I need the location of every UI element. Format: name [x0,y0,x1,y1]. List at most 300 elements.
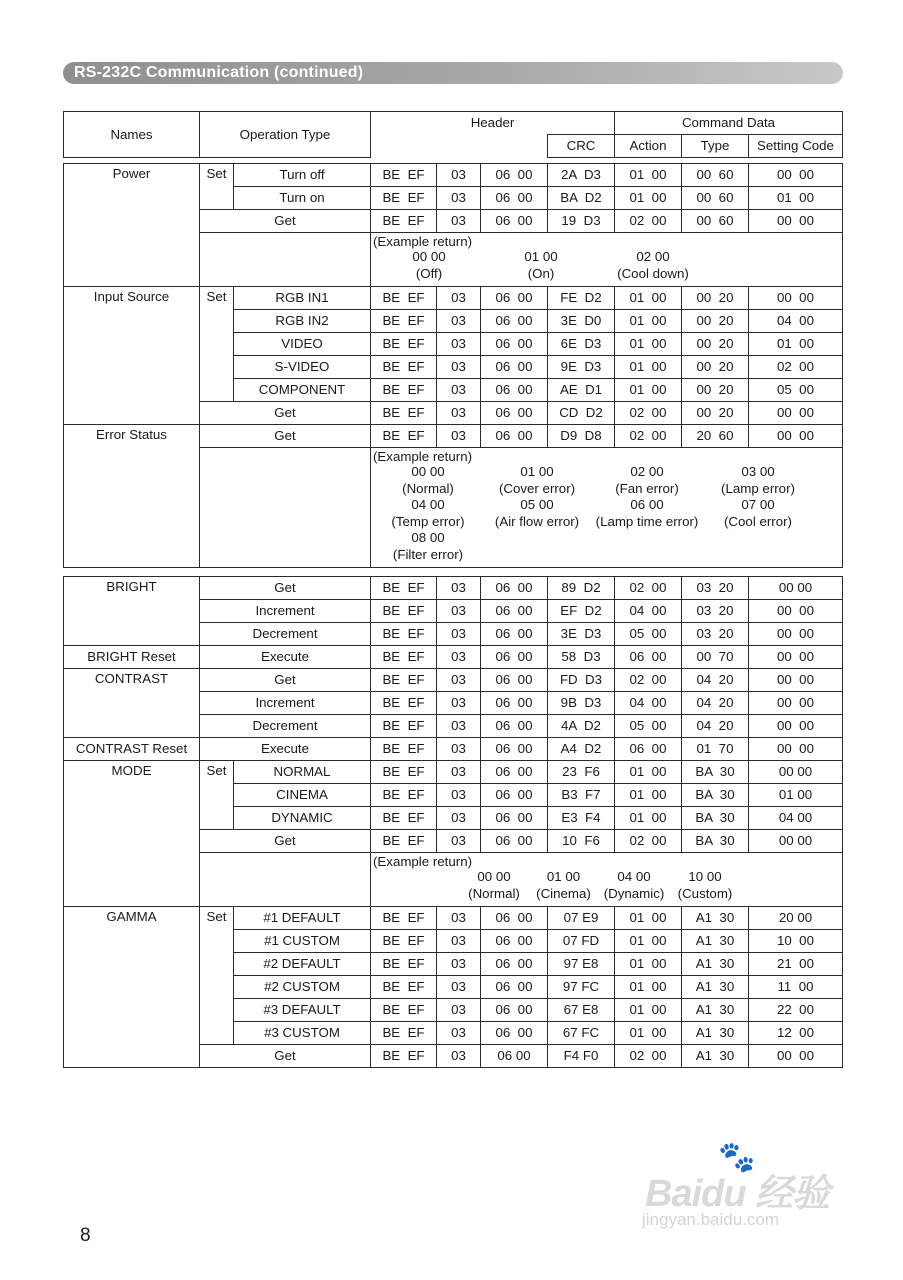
header-cell: 03 [437,976,481,999]
operation-cell: #2 DEFAULT [234,953,371,976]
header-cell: 06 00 [481,425,548,448]
operation-cell: COMPONENT [234,379,371,402]
example-return-error-status [371,448,843,568]
example-code: 02 00 [636,249,670,264]
setting-code-cell: 01 00 [749,333,843,356]
example-desc: (Lamp time error) [595,513,699,529]
header-cell: 03 [437,953,481,976]
table-row [64,907,843,930]
header-cell: 03 [437,692,481,715]
type-cell: A1 30 [682,907,749,930]
example-code: 07 00 [741,497,775,512]
header-cell: 03 [437,830,481,853]
setting-code-cell: 00 00 [749,623,843,646]
crc-cell: AE D1 [548,379,615,402]
crc-cell: 3E D3 [548,623,615,646]
type-cell: A1 30 [682,953,749,976]
action-cell: 02 00 [615,669,682,692]
action-cell: 01 00 [615,807,682,830]
crc-cell: 67 E8 [548,999,615,1022]
operation-cell: #2 CUSTOM [234,976,371,999]
type-cell: 03 20 [682,600,749,623]
operation-cell: Increment [200,692,371,715]
setting-code-cell: 00 00 [749,715,843,738]
example-code: 05 00 [520,497,554,512]
header-cell: 03 [437,623,481,646]
table-row [64,425,843,448]
operation-cell: Get [200,1045,371,1068]
example-desc: (Cinema) [536,885,591,901]
table-row [64,577,843,600]
operation-cell: Execute [200,646,371,669]
header-cell: BE EF [371,333,437,356]
operation-cell: RGB IN2 [234,310,371,333]
header-cell: BE EF [371,930,437,953]
crc-cell: 07 E9 [548,907,615,930]
header-cell: 03 [437,1045,481,1068]
crc-cell: 9E D3 [548,356,615,379]
action-cell: 01 00 [615,976,682,999]
action-cell: 01 00 [615,164,682,187]
action-cell: 01 00 [615,333,682,356]
type-cell: 00 60 [682,164,749,187]
watermark-brand: Baidu 经验 [645,1173,830,1215]
operation-cell: Get [200,402,371,425]
example-code: 04 00 [411,497,445,512]
example-code: 03 00 [741,464,775,479]
header-cell: 03 [437,356,481,379]
set-label: Set [200,287,234,402]
type-cell: A1 30 [682,1045,749,1068]
col-crc: CRC [548,135,615,158]
example-desc: (Normal) [402,480,454,496]
header-cell: 06 00 [481,807,548,830]
example-code: 02 00 [630,464,664,479]
setting-code-cell: 00 00 [749,830,843,853]
operation-cell: Decrement [200,623,371,646]
header-cell: 06 00 [481,784,548,807]
header-cell: 03 [437,187,481,210]
setting-code-cell: 00 00 [749,600,843,623]
action-cell: 05 00 [615,715,682,738]
action-cell: 06 00 [615,646,682,669]
header-cell: 03 [437,930,481,953]
type-cell: 00 20 [682,402,749,425]
header-cell: 03 [437,402,481,425]
action-cell: 01 00 [615,761,682,784]
setting-code-cell: 00 00 [749,577,843,600]
action-cell: 01 00 [615,187,682,210]
header-cell: BE EF [371,287,437,310]
setting-code-cell: 02 00 [749,356,843,379]
col-type: Type [682,135,749,158]
type-cell: BA 30 [682,784,749,807]
crc-cell: FD D3 [548,669,615,692]
example-desc: (On) [527,265,555,281]
crc-cell: 9B D3 [548,692,615,715]
header-cell: 06 00 [481,164,548,187]
table-row [64,738,843,761]
crc-cell: 97 E8 [548,953,615,976]
header-cell: 03 [437,907,481,930]
header-cell: 03 [437,164,481,187]
example-label: (Example return) [373,234,473,249]
watermark-logo [640,1140,840,1240]
setting-code-cell: 00 00 [749,425,843,448]
operation-cell: Get [200,669,371,692]
crc-cell: 97 FC [548,976,615,999]
crc-cell: 3E D0 [548,310,615,333]
header-cell: BE EF [371,356,437,379]
page-number: 8 [80,1225,91,1246]
row-name-bright-reset: BRIGHT Reset [64,646,200,669]
example-code: 10 00 [688,869,722,884]
watermark-url: jingyan.baidu.com [642,1210,780,1229]
example-desc: (Custom) [677,885,733,901]
setting-code-cell: 00 00 [749,738,843,761]
header-cell: BE EF [371,310,437,333]
header-cell: 03 [437,577,481,600]
header-cell: 06 00 [481,669,548,692]
type-cell: 00 20 [682,356,749,379]
table-row [64,761,843,784]
action-cell: 01 00 [615,953,682,976]
command-table-2 [63,576,843,1068]
type-cell: 00 20 [682,310,749,333]
example-desc: (Cool error) [724,513,792,529]
table-row [64,164,843,187]
operation-cell: CINEMA [234,784,371,807]
operation-cell: RGB IN1 [234,287,371,310]
header-cell: BE EF [371,692,437,715]
row-name-contrast-reset: CONTRAST Reset [64,738,200,761]
crc-cell: 58 D3 [548,646,615,669]
operation-cell: #1 CUSTOM [234,930,371,953]
header-cell: 06 00 [481,1045,548,1068]
header-cell: BE EF [371,1045,437,1068]
header-cell: 06 00 [481,738,548,761]
setting-code-cell: 00 00 [749,692,843,715]
header-cell: 06 00 [481,600,548,623]
header-cell: 06 00 [481,692,548,715]
header-cell: 03 [437,715,481,738]
type-cell: 00 20 [682,287,749,310]
header-cell: BE EF [371,953,437,976]
crc-cell: 6E D3 [548,333,615,356]
crc-cell: B3 F7 [548,784,615,807]
type-cell: 04 20 [682,715,749,738]
example-code: 06 00 [630,497,664,512]
example-code: 01 00 [546,869,581,884]
example-code: 01 00 [524,249,558,264]
setting-code-cell: 01 00 [749,784,843,807]
header-cell: 06 00 [481,953,548,976]
row-name-bright: BRIGHT [64,577,200,646]
action-cell: 01 00 [615,784,682,807]
type-cell: 01 70 [682,738,749,761]
header-cell: 06 00 [481,310,548,333]
crc-cell: 67 FC [548,1022,615,1045]
setting-code-cell: 11 00 [749,976,843,999]
setting-code-cell: 12 00 [749,1022,843,1045]
type-cell: 00 60 [682,210,749,233]
col-command-data: Command Data [615,112,843,135]
header-cell: BE EF [371,187,437,210]
operation-cell: Get [200,830,371,853]
action-cell: 04 00 [615,692,682,715]
setting-code-cell: 20 00 [749,907,843,930]
header-cell: BE EF [371,577,437,600]
type-cell: 00 20 [682,333,749,356]
row-name-error-status: Error Status [64,425,200,568]
col-operation-type: Operation Type [200,112,371,158]
type-cell: 00 20 [682,379,749,402]
operation-cell: VIDEO [234,333,371,356]
col-action: Action [615,135,682,158]
example-code: 00 00 [477,869,511,884]
example-code: 00 00 [412,249,446,264]
header-cell: BE EF [371,715,437,738]
action-cell: 02 00 [615,402,682,425]
action-cell: 01 00 [615,999,682,1022]
header-cell: 06 00 [481,623,548,646]
header-cell: BE EF [371,738,437,761]
crc-cell: EF D2 [548,600,615,623]
header-cell: BE EF [371,379,437,402]
operation-cell: #1 DEFAULT [234,907,371,930]
example-code: 08 00 [411,530,445,545]
header-cell: BE EF [371,1022,437,1045]
setting-code-cell: 00 00 [749,402,843,425]
type-cell: A1 30 [682,1022,749,1045]
header-cell: 03 [437,425,481,448]
action-cell: 02 00 [615,830,682,853]
operation-cell: Increment [200,600,371,623]
header-cell: 06 00 [481,715,548,738]
crc-cell: 4A D2 [548,715,615,738]
crc-cell: BA D2 [548,187,615,210]
header-cell: BE EF [371,830,437,853]
example-label: (Example return) [373,854,473,869]
crc-cell: 89 D2 [548,577,615,600]
header-cell: BE EF [371,999,437,1022]
header-cell: BE EF [371,669,437,692]
header-cell: 03 [437,669,481,692]
action-cell: 01 00 [615,287,682,310]
example-code: 00 00 [411,464,445,479]
header-cell: 03 [437,1022,481,1045]
type-cell: BA 30 [682,761,749,784]
row-name-gamma: GAMMA [64,907,200,1068]
operation-cell: NORMAL [234,761,371,784]
setting-code-cell: 21 00 [749,953,843,976]
header-cell: BE EF [371,600,437,623]
set-label: Set [200,907,234,1045]
operation-cell: Execute [200,738,371,761]
header-cell: 03 [437,784,481,807]
header-cell: BE EF [371,164,437,187]
operation-cell: Turn on [234,187,371,210]
action-cell: 06 00 [615,738,682,761]
crc-cell: 19 D3 [548,210,615,233]
type-cell: 04 20 [682,692,749,715]
header-cell: BE EF [371,784,437,807]
example-code: 01 00 [520,464,554,479]
setting-code-cell: 10 00 [749,930,843,953]
setting-code-cell: 00 00 [749,646,843,669]
action-cell: 01 00 [615,930,682,953]
example-desc: (Cool down) [617,265,689,281]
example-desc: (Dynamic) [603,885,665,901]
header-cell: 03 [437,310,481,333]
table-row [64,669,843,692]
header-cell: 03 [437,646,481,669]
action-cell: 05 00 [615,623,682,646]
col-setting-code: Setting Code [749,135,843,158]
type-cell: A1 30 [682,930,749,953]
type-cell: 04 20 [682,669,749,692]
crc-cell: E3 F4 [548,807,615,830]
section-title-banner [63,62,843,84]
setting-code-cell: 05 00 [749,379,843,402]
header-cell: 03 [437,210,481,233]
header-cell: 06 00 [481,930,548,953]
operation-cell: S-VIDEO [234,356,371,379]
crc-cell: FE D2 [548,287,615,310]
row-name-power: Power [64,164,200,287]
example-return-mode [371,853,843,907]
crc-cell: D9 D8 [548,425,615,448]
type-cell: BA 30 [682,830,749,853]
header-cell: 06 00 [481,287,548,310]
row-name-mode: MODE [64,761,200,907]
type-cell: BA 30 [682,807,749,830]
header-cell: 06 00 [481,379,548,402]
row-name-contrast: CONTRAST [64,669,200,738]
example-desc: (Fan error) [615,480,679,496]
operation-cell: Get [200,577,371,600]
header-cell: 06 00 [481,1022,548,1045]
example-desc: (Temp error) [391,513,465,529]
type-cell: 00 60 [682,187,749,210]
paw-icon: 🐾 [718,1141,756,1174]
operation-cell: Get [200,425,371,448]
operation-cell: DYNAMIC [234,807,371,830]
setting-code-cell: 00 00 [749,761,843,784]
example-desc: (Normal) [468,885,520,901]
header-cell: 03 [437,999,481,1022]
command-table-header [63,111,843,158]
crc-cell: F4 F0 [548,1045,615,1068]
header-cell: 06 00 [481,356,548,379]
example-desc: (Lamp error) [721,480,795,496]
action-cell: 02 00 [615,210,682,233]
row-name-input-source: Input Source [64,287,200,425]
setting-code-cell: 00 00 [749,287,843,310]
header-cell: 03 [437,738,481,761]
crc-cell: 10 F6 [548,830,615,853]
action-cell: 01 00 [615,907,682,930]
header-cell: 03 [437,287,481,310]
header-cell: 06 00 [481,976,548,999]
header-cell: 03 [437,761,481,784]
header-cell: 06 00 [481,999,548,1022]
type-cell: A1 30 [682,976,749,999]
table-row [64,287,843,310]
crc-cell: A4 D2 [548,738,615,761]
header-cell: 03 [437,600,481,623]
type-cell: 03 20 [682,623,749,646]
operation-cell: Turn off [234,164,371,187]
example-return-power [371,233,843,287]
crc-cell: 07 FD [548,930,615,953]
header-cell: 03 [437,807,481,830]
setting-code-cell: 04 00 [749,310,843,333]
col-names: Names [64,112,200,158]
action-cell: 02 00 [615,425,682,448]
header-cell: BE EF [371,623,437,646]
set-label: Set [200,761,234,830]
action-cell: 01 00 [615,1022,682,1045]
example-desc: (Air flow error) [494,513,580,529]
header-cell: 06 00 [481,761,548,784]
type-cell: 20 60 [682,425,749,448]
operation-cell: Decrement [200,715,371,738]
crc-cell: 2A D3 [548,164,615,187]
header-cell: 06 00 [481,577,548,600]
type-cell: 00 70 [682,646,749,669]
setting-code-cell: 04 00 [749,807,843,830]
setting-code-cell: 22 00 [749,999,843,1022]
action-cell: 02 00 [615,577,682,600]
header-cell: BE EF [371,425,437,448]
example-desc: (Cover error) [498,480,576,496]
header-cell: BE EF [371,402,437,425]
example-desc: (Off) [415,265,443,281]
setting-code-cell: 01 00 [749,187,843,210]
example-desc: (Filter error) [392,546,464,562]
type-cell: A1 30 [682,999,749,1022]
header-cell: BE EF [371,976,437,999]
setting-code-cell: 00 00 [749,210,843,233]
header-cell: 06 00 [481,210,548,233]
set-label: Set [200,164,234,210]
col-header: Header [371,112,615,135]
header-cell: 06 00 [481,907,548,930]
header-cell: 06 00 [481,333,548,356]
header-cell: 03 [437,379,481,402]
header-cell: BE EF [371,907,437,930]
setting-code-cell: 00 00 [749,1045,843,1068]
setting-code-cell: 00 00 [749,164,843,187]
header-cell: BE EF [371,646,437,669]
action-cell: 04 00 [615,600,682,623]
section-title: RS-232C Communication (continued) [74,64,364,81]
header-cell: 06 00 [481,646,548,669]
header-cell: 06 00 [481,402,548,425]
operation-cell: Get [200,210,371,233]
example-code: 04 00 [617,869,651,884]
command-table-1 [63,163,843,568]
header-cell: 06 00 [481,187,548,210]
setting-code-cell: 00 00 [749,669,843,692]
operation-cell: #3 DEFAULT [234,999,371,1022]
crc-cell: 23 F6 [548,761,615,784]
table-row [64,646,843,669]
header-cell: 06 00 [481,830,548,853]
action-cell: 01 00 [615,310,682,333]
example-label: (Example return) [373,449,473,464]
